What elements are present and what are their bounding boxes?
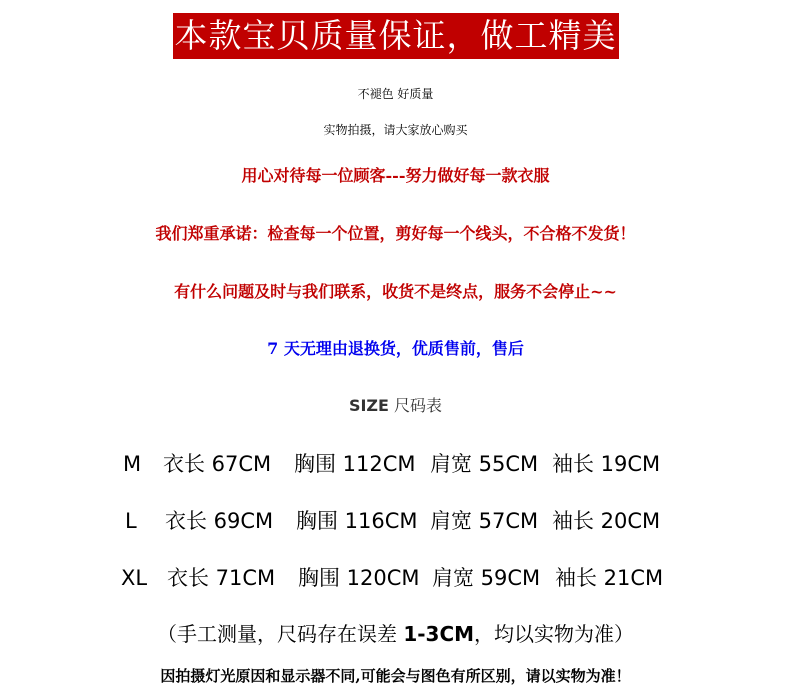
- return-policy-text: 7 天无理由退换货，优质售前，售后: [267, 339, 524, 358]
- chest-width: 胸围 116CM: [296, 509, 418, 533]
- size-chart-title-en: SIZE: [348, 396, 389, 415]
- measurement-error-range: 1-3CM: [403, 622, 475, 646]
- size-label: L: [125, 509, 137, 533]
- chest-width: 胸围 120CM: [298, 566, 420, 590]
- no-fade-text: 不褪色 好质量: [357, 87, 434, 101]
- measurement-note: [0, 620, 791, 648]
- contact-us-text: 有什么问题及时与我们联系，收货不是终点，服务不会停止~~: [174, 282, 617, 301]
- sleeve-length: 袖长 20CM: [552, 509, 661, 533]
- size-row-l: [0, 505, 791, 537]
- garment-length: 衣长 71CM: [167, 566, 276, 590]
- chest-width: 胸围 112CM: [294, 452, 416, 476]
- shoulder-width: 肩宽 59CM: [432, 566, 541, 590]
- size-label: M: [123, 452, 142, 476]
- real-photo-text: 实物拍摄，请大家放心购买: [323, 123, 468, 137]
- size-label: XL: [121, 566, 148, 590]
- garment-length: 衣长 67CM: [163, 452, 272, 476]
- color-disclaimer: 因拍摄灯光原因和显示器不同,可能会与图色有所区别，请以实物为准！: [160, 667, 631, 685]
- shoulder-width: 肩宽 55CM: [430, 452, 539, 476]
- size-chart-title-zh: 尺码表: [388, 396, 443, 415]
- size-chart-title: [0, 395, 791, 417]
- quality-banner-text: 本款宝贝质量保证，做工精美: [173, 13, 619, 59]
- size-row-m: [0, 448, 791, 480]
- garment-length: 衣长 69CM: [165, 509, 274, 533]
- size-row-xl: [0, 562, 791, 594]
- measurement-note-prefix: （手工测量，尺码存在误差: [156, 622, 404, 646]
- quality-promise-text: 我们郑重承诺：检查每一个位置，剪好每一个线头，不合格不发货！: [155, 224, 636, 243]
- measurement-note-suffix: ，均以实物为准）: [474, 622, 635, 646]
- quality-banner: [0, 13, 791, 59]
- attentive-service-text: 用心对待每一位顾客---努力做好每一款衣服: [241, 166, 550, 185]
- sleeve-length: 袖长 19CM: [552, 452, 661, 476]
- shoulder-width: 肩宽 57CM: [430, 509, 539, 533]
- sleeve-length: 袖长 21CM: [555, 566, 664, 590]
